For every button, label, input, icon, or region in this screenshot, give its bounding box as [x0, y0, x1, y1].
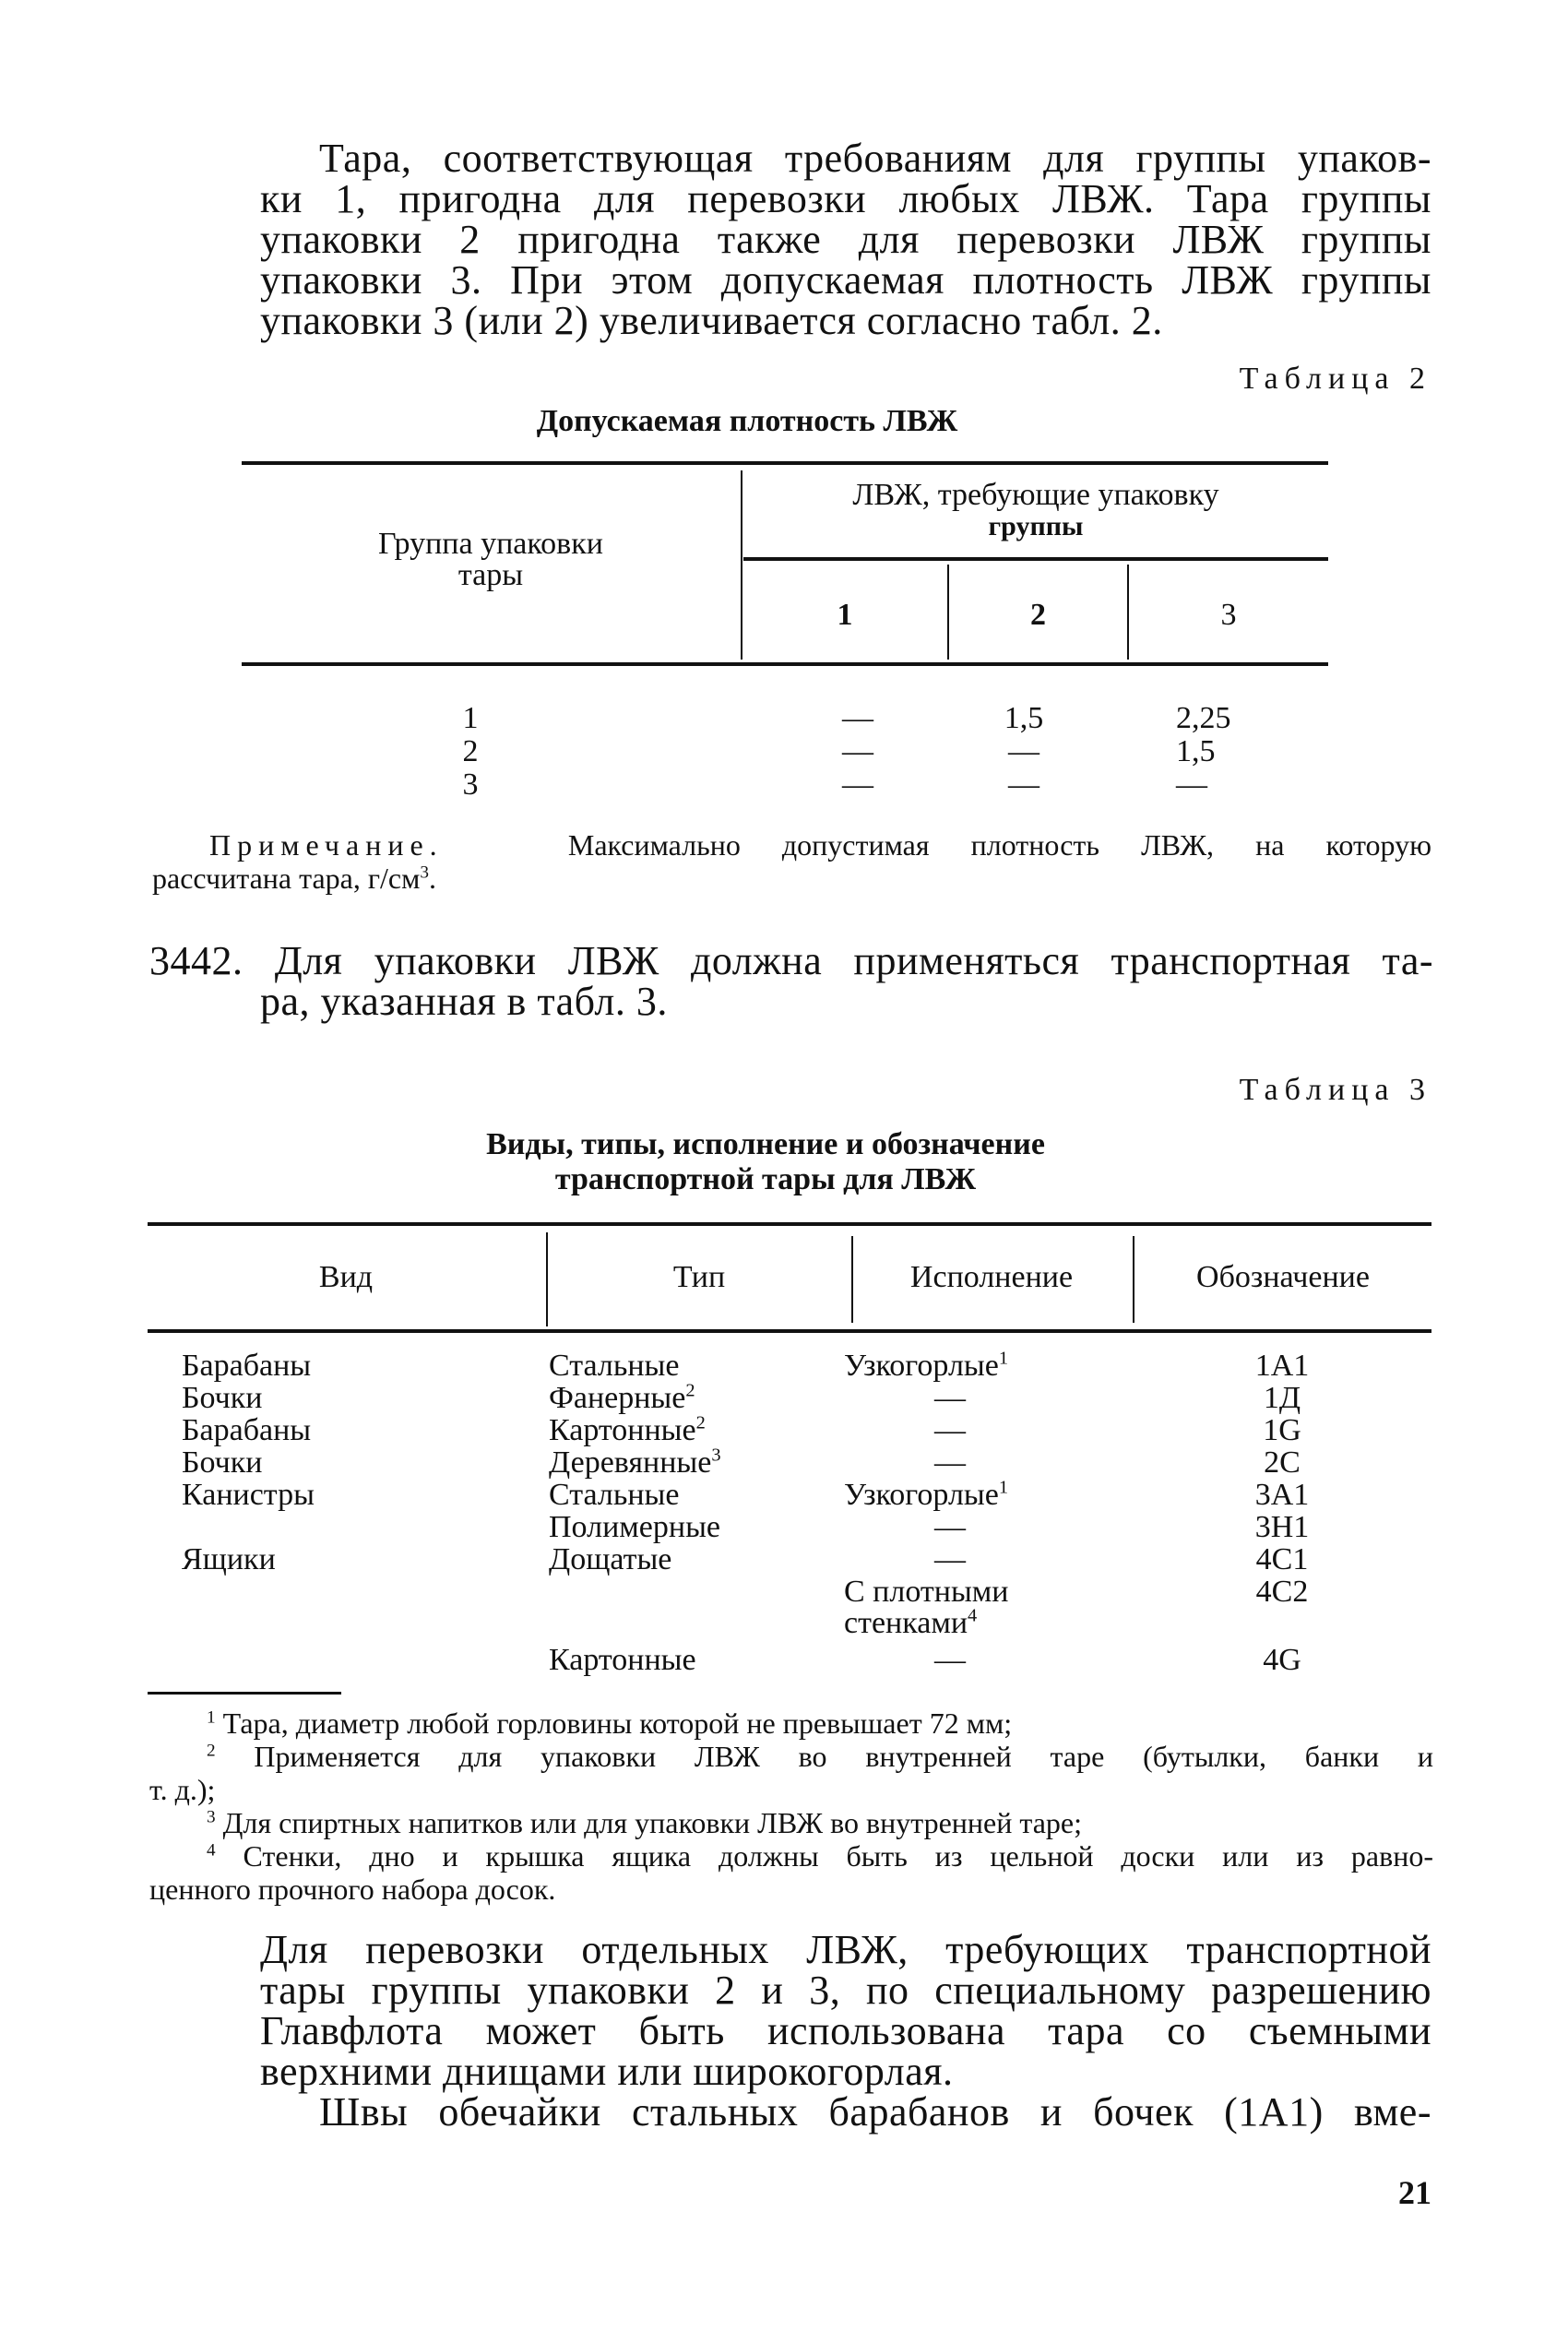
note-label: Примечание.	[209, 828, 444, 862]
footnote-1	[149, 1707, 1433, 1740]
text-line: ки 1, пригодна для перевозки любых ЛВЖ. Тара группы	[260, 176, 1431, 221]
execution-cell: —	[934, 1510, 966, 1544]
kind-cell: Барабаны	[182, 1413, 312, 1447]
code-cell: 3H1	[1254, 1510, 1310, 1544]
superscript: 3	[420, 862, 429, 883]
intro-paragraph	[260, 138, 1431, 341]
superscript: 2	[695, 1412, 706, 1433]
group-cell: 1	[462, 701, 479, 735]
superscript: 2	[685, 1380, 695, 1401]
code-cell: 4C2	[1255, 1575, 1309, 1609]
type-text: Деревянные	[549, 1445, 712, 1480]
type-text: Фанерные	[549, 1381, 686, 1415]
table2-group-rule	[743, 557, 1328, 561]
table2-title: Допускаемая плотность ЛВЖ	[536, 404, 958, 438]
text-line: Главфлота может быть использована тара со съемными	[260, 2008, 1431, 2053]
type-cell	[549, 1480, 680, 1511]
note-text: рассчитана тара, г/см	[152, 862, 421, 895]
code-cell: 4C1	[1255, 1542, 1309, 1576]
note-line	[152, 828, 1431, 862]
value-cell: —	[842, 767, 873, 802]
type-cell: Картонные	[549, 1643, 696, 1677]
code-cell: 3A1	[1254, 1478, 1310, 1512]
superscript: 1	[998, 1477, 1009, 1498]
note-text: Максимально допустимая плотность ЛВЖ, на которую	[567, 828, 1432, 862]
table2-divider	[741, 470, 742, 660]
footnote-number: 1	[207, 1707, 216, 1728]
footnote-number: 4	[207, 1840, 216, 1861]
footnote-number: 2	[207, 1741, 216, 1761]
note-text: .	[428, 862, 436, 895]
group-cell: 2	[462, 734, 479, 768]
table3-col-code: Обозначение	[1196, 1260, 1370, 1294]
footnote-text: Для спиртных напитков или для упаковки ЛВЖ во внутренней таре;	[222, 1806, 1083, 1839]
execution-text: С плотными	[844, 1575, 1009, 1609]
text-line: упаковки 3 (или 2) увеличивается согласно табл. 2.	[260, 298, 1163, 343]
closing-paragraph	[260, 1927, 1431, 2135]
table3-title	[415, 1127, 1116, 1197]
title-line: Виды, типы, исполнение и обозначение	[486, 1127, 1045, 1161]
table2-header-rule	[242, 662, 1328, 666]
code-cell: 1G	[1263, 1413, 1301, 1447]
execution-cell	[844, 1576, 1009, 1639]
table3-col-type: Тип	[672, 1260, 726, 1294]
footnote-3	[149, 1806, 1433, 1839]
value-cell: 1,5	[1004, 701, 1044, 735]
type-cell: Дощатые	[549, 1542, 672, 1576]
execution-cell: —	[934, 1445, 966, 1480]
footnote-text: Применяется для упаковки ЛВЖ во внутренней таре (бутылки, банки и	[254, 1740, 1434, 1773]
table3-label: Таблица 3	[1239, 1073, 1431, 1107]
superscript: 1	[998, 1348, 1009, 1369]
code-cell: 1Д	[1263, 1381, 1301, 1415]
execution-cell: —	[934, 1413, 966, 1447]
type-cell	[549, 1350, 680, 1382]
text-line: тары группы упаковки 2 и 3, по специальному разрешению	[260, 1968, 1431, 2013]
table2-note	[152, 828, 1431, 895]
table3-col-execution: Исполнение	[909, 1260, 1074, 1294]
code-cell: 4G	[1263, 1643, 1301, 1677]
section-3442	[149, 938, 1433, 1024]
type-cell	[549, 1512, 720, 1543]
type-text: Картонные	[549, 1413, 696, 1447]
footnote-text: Тара, диаметр любой горловины которой не превышает 72 мм;	[222, 1707, 1013, 1740]
footnote-2	[149, 1740, 1433, 1773]
header-line: тары	[457, 558, 524, 592]
footnote-4	[149, 1839, 1433, 1873]
value-cell: 2,25	[1176, 701, 1231, 735]
value-cell: —	[1176, 767, 1207, 802]
value-cell: —	[842, 701, 873, 735]
code-cell: 2C	[1264, 1445, 1301, 1480]
execution-text: Узкогорлые	[844, 1349, 999, 1383]
execution-cell	[844, 1350, 1008, 1382]
table3-top-rule	[148, 1222, 1431, 1226]
kind-cell: Бочки	[182, 1445, 263, 1480]
execution-cell	[844, 1477, 1009, 1512]
execution-cell: —	[934, 1542, 966, 1576]
value-cell: 1,5	[1176, 734, 1216, 768]
header-line: Группа упаковки	[378, 527, 603, 561]
group-cell: 3	[462, 767, 479, 802]
title-line: транспортной тары для ЛВЖ	[554, 1162, 977, 1196]
kind-cell: Бочки	[182, 1381, 263, 1415]
type-text: Полимерные	[549, 1510, 721, 1544]
table3-col-kind: Вид	[318, 1260, 374, 1294]
footnote-2-cont: т. д.);	[149, 1773, 216, 1806]
footnote-text: Стенки, дно и крышка ящика должны быть из цельной доски или из равно-	[243, 1839, 1434, 1873]
execution-cell: —	[934, 1381, 966, 1415]
kind-cell: Ящики	[182, 1542, 276, 1576]
text-line: упаковки 2 пригодна также для перевозки ЛВЖ группы	[260, 217, 1431, 262]
execution-text: стенками	[844, 1606, 968, 1640]
value-cell: —	[1008, 767, 1039, 802]
footnote-rule	[148, 1692, 341, 1695]
value-cell: —	[842, 734, 873, 768]
text-line: Для перевозки отдельных ЛВЖ, требующих транспортной	[260, 1927, 1431, 1972]
text-line: верхними днищами или широкогорлая.	[260, 2049, 954, 2094]
table2-label: Таблица 2	[1239, 362, 1431, 396]
table2-top-rule	[242, 461, 1328, 465]
type-cell	[549, 1447, 721, 1479]
table2-col-3: 3	[1220, 598, 1237, 632]
text-line: 3442. Для упаковки ЛВЖ должна применяться транспортная та-	[149, 938, 1433, 983]
table2-group-header	[743, 480, 1328, 542]
header-line: ЛВЖ, требующие упаковку	[852, 478, 1219, 512]
superscript: 3	[711, 1445, 721, 1466]
footnote-number: 3	[207, 1807, 216, 1827]
execution-cell: —	[934, 1643, 966, 1677]
footnotes	[149, 1707, 1433, 1906]
value-cell: —	[1008, 734, 1039, 768]
table2-col-1: 1	[837, 598, 853, 632]
text-line: Швы обечайки стальных барабанов и бочек (1A1) вме-	[319, 2089, 1431, 2135]
text-line: ра, указанная в табл. 3.	[260, 979, 668, 1024]
kind-cell: Барабаны	[182, 1349, 312, 1383]
superscript: 4	[968, 1605, 978, 1626]
code-cell: 1A1	[1254, 1349, 1310, 1383]
kind-cell: Канистры	[182, 1478, 315, 1512]
type-text: Стальные	[549, 1478, 680, 1512]
table2-col-2: 2	[1030, 598, 1046, 632]
text-line: Тара, соответствующая требованиям для группы упаков-	[319, 136, 1431, 181]
table2-row-header	[242, 529, 740, 591]
page-number: 21	[1398, 2174, 1431, 2211]
type-cell	[549, 1380, 695, 1415]
text-line: упаковки 3. При этом допускаемая плотность ЛВЖ группы	[260, 257, 1431, 303]
type-cell	[549, 1412, 706, 1447]
header-line: группы	[988, 511, 1084, 541]
footnote-4-cont: ценного прочного набора досок.	[149, 1873, 556, 1906]
type-text: Стальные	[549, 1349, 680, 1383]
execution-text: Узкогорлые	[844, 1478, 999, 1512]
table3-header-rule	[148, 1329, 1431, 1333]
